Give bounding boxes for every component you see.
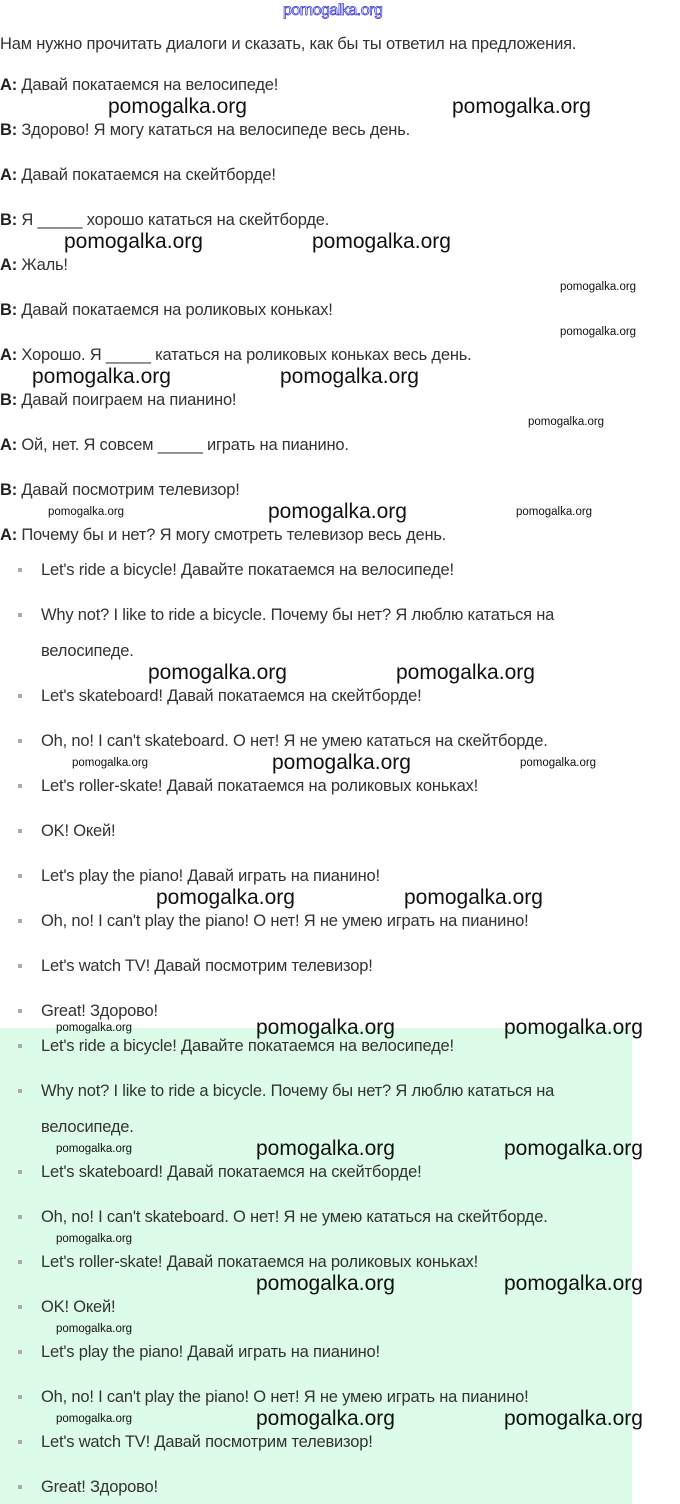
watermark-text: pomogalka.org: [56, 1413, 133, 1425]
bullet-icon: [18, 739, 22, 743]
watermark-text: pomogalka.org: [72, 757, 149, 769]
bullet-icon: [18, 1260, 22, 1264]
bullet-icon: [18, 1485, 22, 1489]
speaker-label: B:: [0, 121, 18, 139]
list-item: OK! Окей!: [41, 1298, 116, 1316]
bullet-icon: [18, 1215, 22, 1219]
dialog-text: Давай покатаемся на скейтборде!: [17, 166, 276, 184]
dialog-line: [0, 345, 472, 365]
watermark-text: pomogalka.org: [148, 661, 287, 684]
dialog-text: Давай посмотрим телевизор!: [17, 481, 240, 499]
watermark-text: pomogalka.org: [504, 1137, 643, 1160]
dialog-line: [0, 480, 240, 500]
bullet-icon: [18, 1305, 22, 1309]
watermark-text: pomogalka.org: [312, 230, 451, 253]
speaker-label: A:: [0, 166, 18, 184]
watermark-text: pomogalka.org: [520, 757, 597, 769]
bullet-icon: [18, 964, 22, 968]
speaker-label: B:: [0, 211, 18, 229]
speaker-label: A:: [0, 436, 18, 454]
watermark-text: pomogalka.org: [56, 1323, 133, 1335]
list-item: Oh, no! I can't play the piano! О нет! Я не умею играть на пианино!: [41, 1388, 529, 1406]
watermark-text: pomogalka.org: [452, 95, 591, 118]
list-item: велосипеде.: [41, 1118, 134, 1136]
list-item: Let's skateboard! Давай покатаемся на скейтборде!: [41, 1163, 422, 1181]
bullet-icon: [18, 568, 22, 572]
list-item: Let's ride a bicycle! Давайте покатаемся на велосипеде!: [41, 1037, 454, 1055]
bullet-icon: [18, 1170, 22, 1174]
speaker-label: A:: [0, 256, 18, 274]
watermark-text: pomogalka.org: [516, 506, 593, 518]
watermark-text: pomogalka.org: [256, 1137, 395, 1160]
dialog-text: Здорово! Я могу кататься на велосипеде весь день.: [17, 121, 410, 139]
bullet-icon: [18, 613, 22, 617]
watermark-text: pomogalka.org: [268, 500, 407, 523]
list-item: Why not? I like to ride a bicycle. Почему бы нет? Я люблю кататься на: [41, 606, 555, 624]
dialog-line: [0, 75, 278, 95]
site-logo-watermark: pomogalka.org: [283, 2, 383, 19]
dialog-line: [0, 210, 329, 230]
dialog-line: [0, 435, 349, 455]
speaker-label: A:: [0, 346, 18, 364]
speaker-label: B:: [0, 301, 18, 319]
dialog-text: Жаль!: [17, 256, 68, 274]
speaker-label: A:: [0, 76, 18, 94]
watermark-text: pomogalka.org: [396, 661, 535, 684]
list-item: Let's play the piano! Давай играть на пианино!: [41, 1343, 380, 1361]
bullet-icon: [18, 1009, 22, 1013]
dialog-text: Я _____ хорошо кататься на скейтборде.: [17, 211, 330, 229]
list-item: Oh, no! I can't skateboard. О нет! Я не умею кататься на скейтборде.: [41, 1208, 548, 1226]
bullet-icon: [18, 1089, 22, 1093]
dialog-text: Ой, нет. Я совсем _____ играть на пианино.: [17, 436, 349, 454]
list-item: велосипеде.: [41, 642, 134, 660]
watermark-text: pomogalka.org: [272, 751, 411, 774]
list-item: Let's ride a bicycle! Давайте покатаемся на велосипеде!: [41, 561, 454, 579]
speaker-label: B:: [0, 481, 18, 499]
watermark-text: pomogalka.org: [108, 95, 247, 118]
bullet-icon: [18, 1350, 22, 1354]
watermark-text: pomogalka.org: [156, 886, 295, 909]
watermark-text: pomogalka.org: [504, 1016, 643, 1039]
bullet-icon: [18, 829, 22, 833]
bullet-icon: [18, 919, 22, 923]
watermark-text: pomogalka.org: [56, 1022, 133, 1034]
intro-text: Нам нужно прочитать диалоги и сказать, как бы ты ответил на предложения.: [0, 35, 577, 53]
list-item: Why not? I like to ride a bicycle. Почему бы нет? Я люблю кататься на: [41, 1082, 555, 1100]
dialog-text: Почему бы и нет? Я могу смотреть телевизор весь день.: [17, 526, 447, 544]
watermark-text: pomogalka.org: [48, 506, 125, 518]
speaker-label: A:: [0, 526, 18, 544]
watermark-text: pomogalka.org: [404, 886, 543, 909]
bullet-icon: [18, 784, 22, 788]
list-item: Let's watch TV! Давай посмотрим телевизор!: [41, 1433, 373, 1451]
watermark-text: pomogalka.org: [256, 1272, 395, 1295]
list-item: OK! Окей!: [41, 822, 116, 840]
list-item: Great! Здорово!: [41, 1478, 158, 1496]
watermark-text: pomogalka.org: [256, 1016, 395, 1039]
watermark-text: pomogalka.org: [56, 1143, 133, 1155]
bullet-icon: [18, 694, 22, 698]
watermark-text: pomogalka.org: [280, 365, 419, 388]
watermark-text: pomogalka.org: [528, 416, 605, 428]
dialog-line: [0, 390, 236, 410]
dialog-line: [0, 120, 410, 140]
dialog-line: [0, 255, 68, 275]
list-item: Let's skateboard! Давай покатаемся на скейтборде!: [41, 687, 422, 705]
dialog-line: [0, 300, 333, 320]
dialog-text: Хорошо. Я _____ кататься на роликовых коньках весь день.: [17, 346, 472, 364]
list-item: Oh, no! I can't play the piano! О нет! Я не умею играть на пианино!: [41, 912, 529, 930]
watermark-text: pomogalka.org: [56, 1233, 133, 1245]
watermark-text: pomogalka.org: [256, 1407, 395, 1430]
watermark-text: pomogalka.org: [64, 230, 203, 253]
watermark-text: pomogalka.org: [560, 281, 637, 293]
watermark-text: pomogalka.org: [560, 326, 637, 338]
dialog-text: Давай покатаемся на роликовых коньках!: [17, 301, 333, 319]
bullet-icon: [18, 874, 22, 878]
bullet-icon: [18, 1440, 22, 1444]
dialog-text: Давай покатаемся на велосипеде!: [17, 76, 279, 94]
bullet-icon: [18, 1044, 22, 1048]
watermark-text: pomogalka.org: [32, 365, 171, 388]
list-item: Great! Здорово!: [41, 1002, 158, 1020]
list-item: Let's play the piano! Давай играть на пианино!: [41, 867, 380, 885]
dialog-text: Давай поиграем на пианино!: [17, 391, 237, 409]
bullet-icon: [18, 1395, 22, 1399]
watermark-text: pomogalka.org: [504, 1272, 643, 1295]
list-item: Let's roller-skate! Давай покатаемся на роликовых коньках!: [41, 1253, 478, 1271]
speaker-label: B:: [0, 391, 18, 409]
list-item: Oh, no! I can't skateboard. О нет! Я не умею кататься на скейтборде.: [41, 732, 548, 750]
list-item: Let's watch TV! Давай посмотрим телевизор!: [41, 957, 373, 975]
dialog-line: [0, 525, 446, 545]
dialog-line: [0, 165, 276, 185]
watermark-text: pomogalka.org: [504, 1407, 643, 1430]
list-item: Let's roller-skate! Давай покатаемся на роликовых коньках!: [41, 777, 478, 795]
